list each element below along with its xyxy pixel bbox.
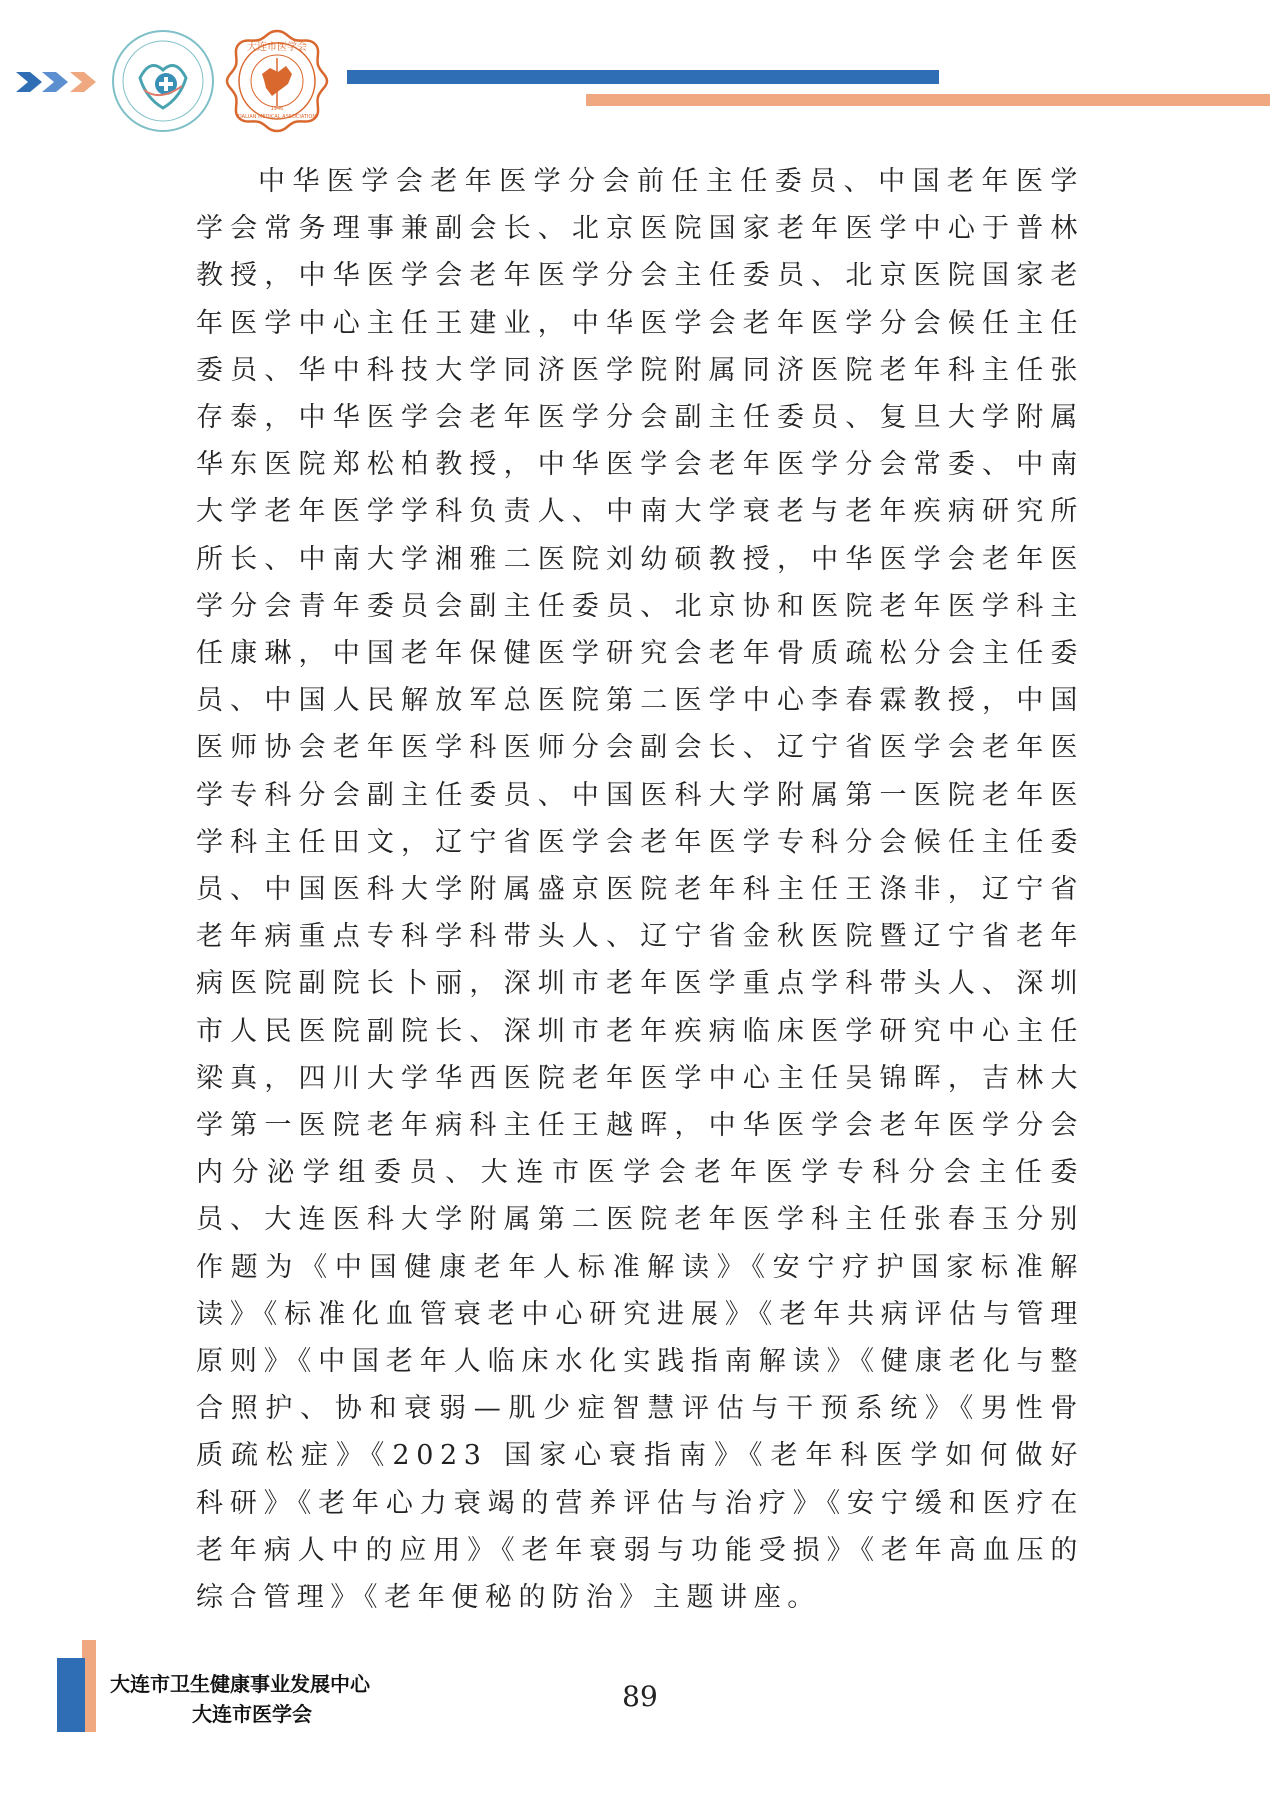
header-blue-bar (347, 70, 939, 84)
header-orange-bar (586, 94, 1270, 106)
footer-org-line1: 大连市卫生健康事业发展中心 (110, 1672, 370, 1696)
footer-org-line2: 大连市医学会 (192, 1702, 312, 1726)
health-development-center-logo-icon (110, 28, 216, 134)
page-header (0, 0, 1280, 140)
svg-text:大连市医学会: 大连市医学会 (247, 42, 307, 53)
chevron-arrows-icon (16, 70, 100, 94)
svg-text:DALIAN MEDICAL ASSOCIATION: DALIAN MEDICAL ASSOCIATION (237, 114, 317, 120)
dalian-medical-association-logo-icon (224, 28, 330, 134)
body-paragraph: 中华医学会老年医学分会前任主任委员、中国老年医学学会常务理事兼副会长、北京医院国家老年医学中心于普林教授，中华医学会老年医学分会主任委员、北京医院国家老年医学中心主任王建业，中华医学会老年医学分会候任主任委员、华中科技大学同济医学院附属同济医院老年科主任张存泰，中华医学会老年医学分会副主任委员、复旦大学附属华东医院郑松柏教授，中华医学会老年医学分会常委、中南大学老年医学学科负责人、中南大学衰老与老年疾病研究所所长、中南大学湘雅二医院刘幼硕教授，中华医学会老年医学分会青年委员会副主任委员、北京协和医院老年医学科主任康琳，中国老年保健医学研究会老年骨质疏松分会主任委员、中国人民解放军总医院第二医学中心李春霖教授，中国医师协会老年医学科医师分会副会长、辽宁省医学会老年医学专科分会副主任委员、中国医科大学附属第一医院老年医学科主任田文，辽宁省医学会老年医学专科分会候任主任委员、中国医科大学附属盛京医院老年科主任王涤非，辽宁省老年病重点专科学科带头人、辽宁省金秋医院暨辽宁省老年病医院副院长卜丽，深圳市老年医学重点学科带头人、深圳市人民医院副院长、深圳市老年疾病临床医学研究中心主任梁真，四川大学华西医院老年医学中心主任吴锦晖，吉林大学第一医院老年病科主任王越晖，中华医学会老年医学分会内分泌学组委员、大连市医学会老年医学专科分会主任委员、大连医科大学附属第二医院老年医学科主任张春玉分别作题为《中国健康老年人标准解读》《安宁疗护国家标准解读》《标准化血管衰老中心研究进展》《老年共病评估与管理原则》《中国老年人临床水化实践指南解读》《健康老化与整合照护、协和衰弱—肌少症智慧评估与干预系统》《男性骨质疏松症》《2023 国家心衰指南》《老年科医学如何做好科研》《老年心力衰竭的营养评估与治疗》《安宁缓和医疗在老年病人中的应用》《老年衰弱与功能受损》《老年高血压的综合管理》《老年便秘的防治》主题讲座。 (196, 166, 1084, 1614)
footer-blue-bar (57, 1658, 85, 1732)
footer-organization (110, 1669, 370, 1729)
page-number: 89 (622, 1680, 658, 1713)
svg-text:1946: 1946 (270, 106, 284, 112)
